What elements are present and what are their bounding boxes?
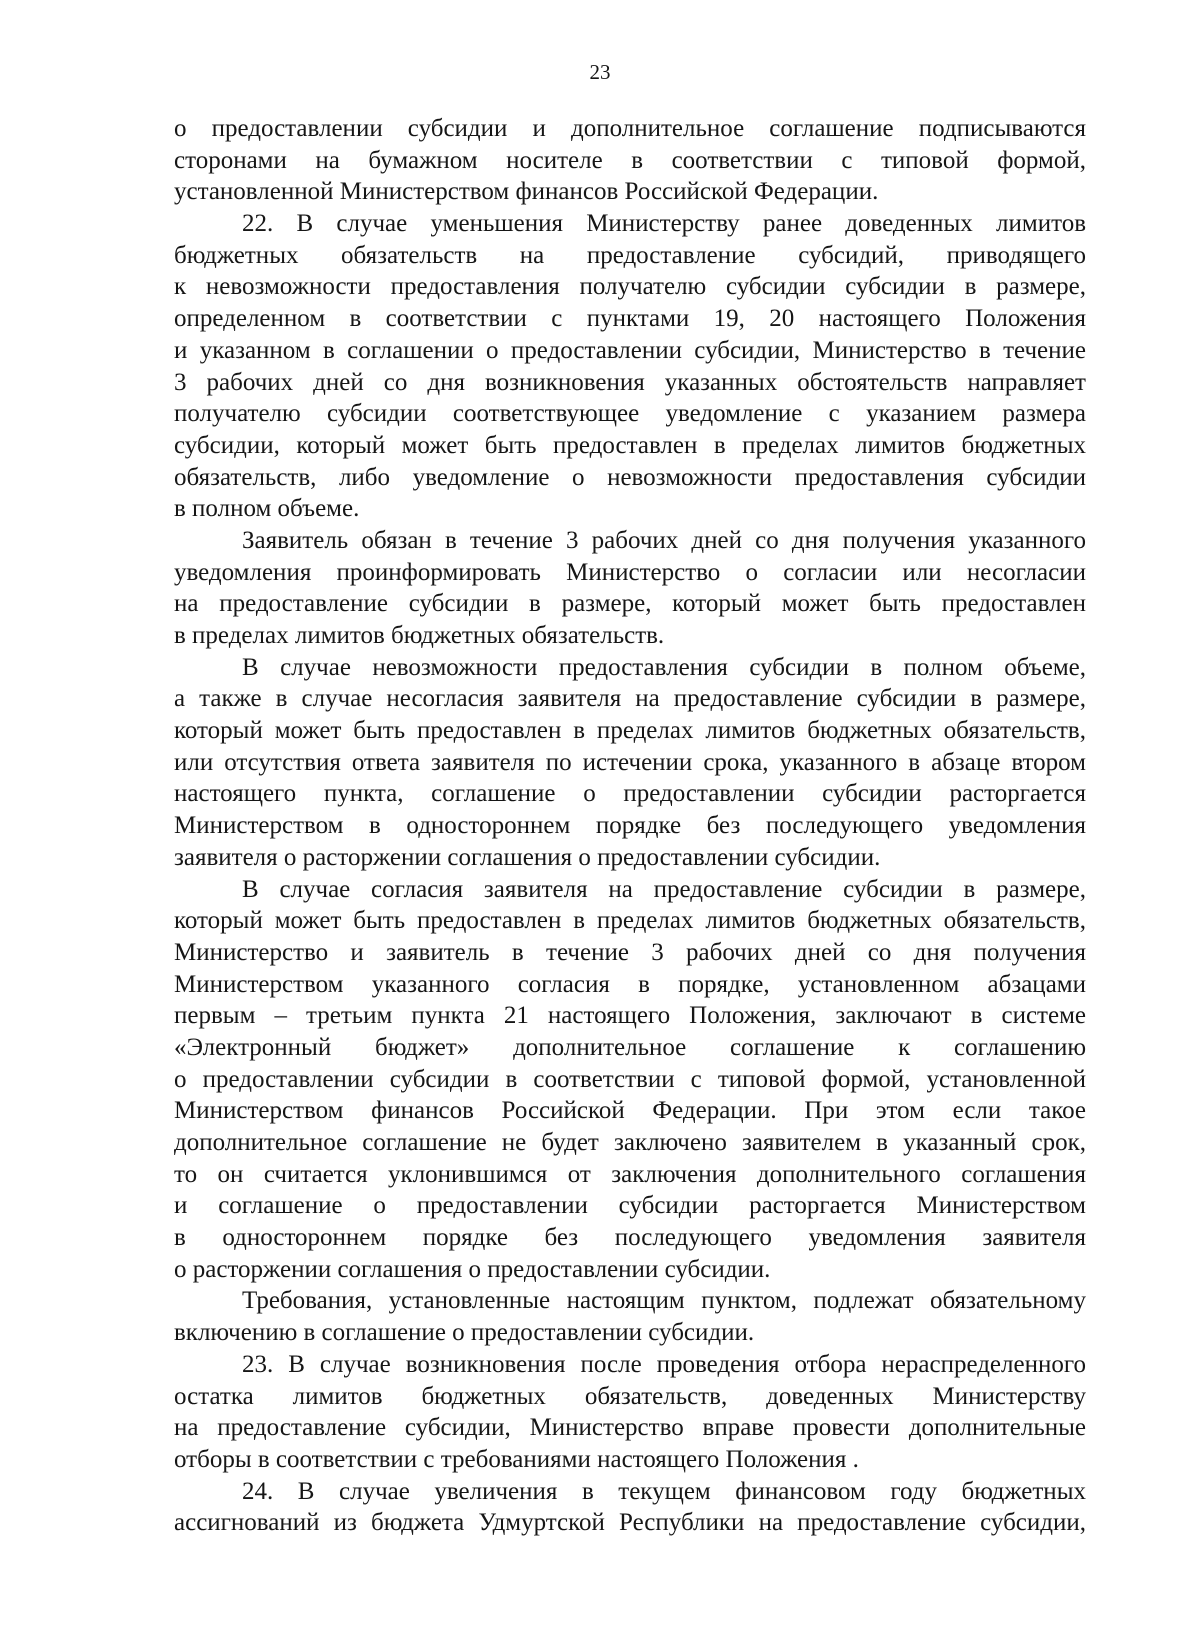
text-line: 22. В случае уменьшения Министерству ранее доведенных лимитов bbox=[242, 210, 1086, 238]
text-line: Министерство и заявитель в течение 3 рабочих дней со дня получения bbox=[174, 938, 1086, 966]
text-line: на предоставление субсидии, Министерство вправе провести дополнительные bbox=[174, 1414, 1086, 1442]
paragraph bbox=[174, 652, 1086, 874]
paragraph bbox=[174, 525, 1086, 652]
text-line: сторонами на бумажном носителе в соответствии с типовой формой, bbox=[174, 146, 1086, 174]
text-line: 3 рабочих дней со дня возникновения указанных обстоятельств направляет bbox=[174, 368, 1086, 396]
text-line: а также в случае несогласия заявителя на предоставление субсидии в размере, bbox=[174, 685, 1086, 713]
text-line: который может быть предоставлен в пределах лимитов бюджетных обязательств, bbox=[174, 907, 1086, 935]
page-number: 23 bbox=[589, 60, 611, 84]
text-line: 23. В случае возникновения после проведения отбора нераспределенного bbox=[242, 1350, 1086, 1378]
text-line: включению в соглашение о предоставлении субсидии. bbox=[174, 1319, 755, 1347]
text-line: Заявитель обязан в течение 3 рабочих дней со дня получения указанного bbox=[242, 526, 1086, 554]
text-line: ассигнований из бюджета Удмуртской Республики на предоставление субсидии, bbox=[174, 1509, 1086, 1537]
text-line: определенном в соответствии с пунктами 19, 20 настоящего Положения bbox=[174, 305, 1086, 333]
text-line: о предоставлении субсидии и дополнительное соглашение подписываются bbox=[174, 115, 1086, 142]
text-line: уведомления проинформировать Министерство о согласии или несогласии bbox=[174, 558, 1086, 586]
text-line: в пределах лимитов бюджетных обязательств. bbox=[174, 622, 665, 649]
paragraph bbox=[174, 1285, 1086, 1348]
text-line: Министерством финансов Российской Федерации. При этом если такое bbox=[174, 1097, 1086, 1125]
text-line: то он считается уклонившимся от заключения дополнительного соглашения bbox=[174, 1160, 1086, 1188]
text-line: или отсутствия ответа заявителя по истечении срока, указанного в абзаце втором bbox=[174, 748, 1086, 776]
text-line: который может быть предоставлен в пределах лимитов бюджетных обязательств, bbox=[174, 717, 1086, 745]
text-line: дополнительное соглашение не будет заключено заявителем в указанный срок, bbox=[174, 1129, 1086, 1156]
text-line: Требования, установленные настоящим пунктом, подлежат обязательному bbox=[242, 1287, 1086, 1315]
text-line: отборы в соответствии с требованиями настоящего Положения . bbox=[174, 1445, 859, 1473]
text-line: бюджетных обязательств на предоставление субсидий, приводящего bbox=[174, 241, 1086, 269]
text-line: к невозможности предоставления получателю субсидии субсидии в размере, bbox=[174, 273, 1086, 301]
paragraph bbox=[174, 1476, 1086, 1539]
text-line: заявителя о расторжении соглашения о предоставлении субсидии. bbox=[174, 843, 881, 871]
text-line: первым – третьим пункта 21 настоящего Положения, заключают в системе bbox=[174, 1002, 1086, 1030]
paragraph bbox=[174, 113, 1086, 208]
text-line: обязательств, либо уведомление о невозможности предоставления субсидии bbox=[174, 463, 1086, 491]
text-line: на предоставление субсидии в размере, который может быть предоставлен bbox=[174, 590, 1086, 618]
text-line: 24. В случае увеличения в текущем финансовом году бюджетных bbox=[242, 1477, 1086, 1505]
text-line: Министерством указанного согласия в порядке, установленном абзацами bbox=[174, 970, 1086, 998]
text-line: в полном объеме. bbox=[174, 495, 360, 523]
text-line: и соглашение о предоставлении субсидии расторгается Министерством bbox=[174, 1192, 1086, 1220]
paragraph bbox=[174, 208, 1086, 525]
text-line: получателю субсидии соответствующее уведомление с указанием размера bbox=[174, 400, 1086, 428]
text-line: «Электронный бюджет» дополнительное соглашение к соглашению bbox=[174, 1033, 1086, 1061]
text-line: о расторжении соглашения о предоставлении субсидии. bbox=[174, 1255, 771, 1283]
text-line: остатка лимитов бюджетных обязательств, доведенных Министерству bbox=[174, 1382, 1086, 1410]
text-line: о предоставлении субсидии в соответствии с типовой формой, установленной bbox=[174, 1065, 1086, 1093]
document-body bbox=[174, 113, 1086, 1539]
text-line: установленной Министерством финансов Российской Федерации. bbox=[174, 178, 879, 206]
text-line: в одностороннем порядке без последующего уведомления заявителя bbox=[174, 1224, 1086, 1252]
text-line: Министерством в одностороннем порядке без последующего уведомления bbox=[174, 812, 1086, 840]
text-line: настоящего пункта, соглашение о предоставлении субсидии расторгается bbox=[174, 780, 1086, 808]
text-line: субсидии, который может быть предоставлен в пределах лимитов бюджетных bbox=[174, 431, 1086, 459]
paragraph bbox=[174, 874, 1086, 1286]
text-line: В случае согласия заявителя на предоставление субсидии в размере, bbox=[242, 875, 1086, 903]
paragraph bbox=[174, 1349, 1086, 1476]
text-line: В случае невозможности предоставления субсидии в полном объеме, bbox=[242, 653, 1086, 681]
text-line: и указанном в соглашении о предоставлении субсидии, Министерство в течение bbox=[174, 336, 1086, 364]
